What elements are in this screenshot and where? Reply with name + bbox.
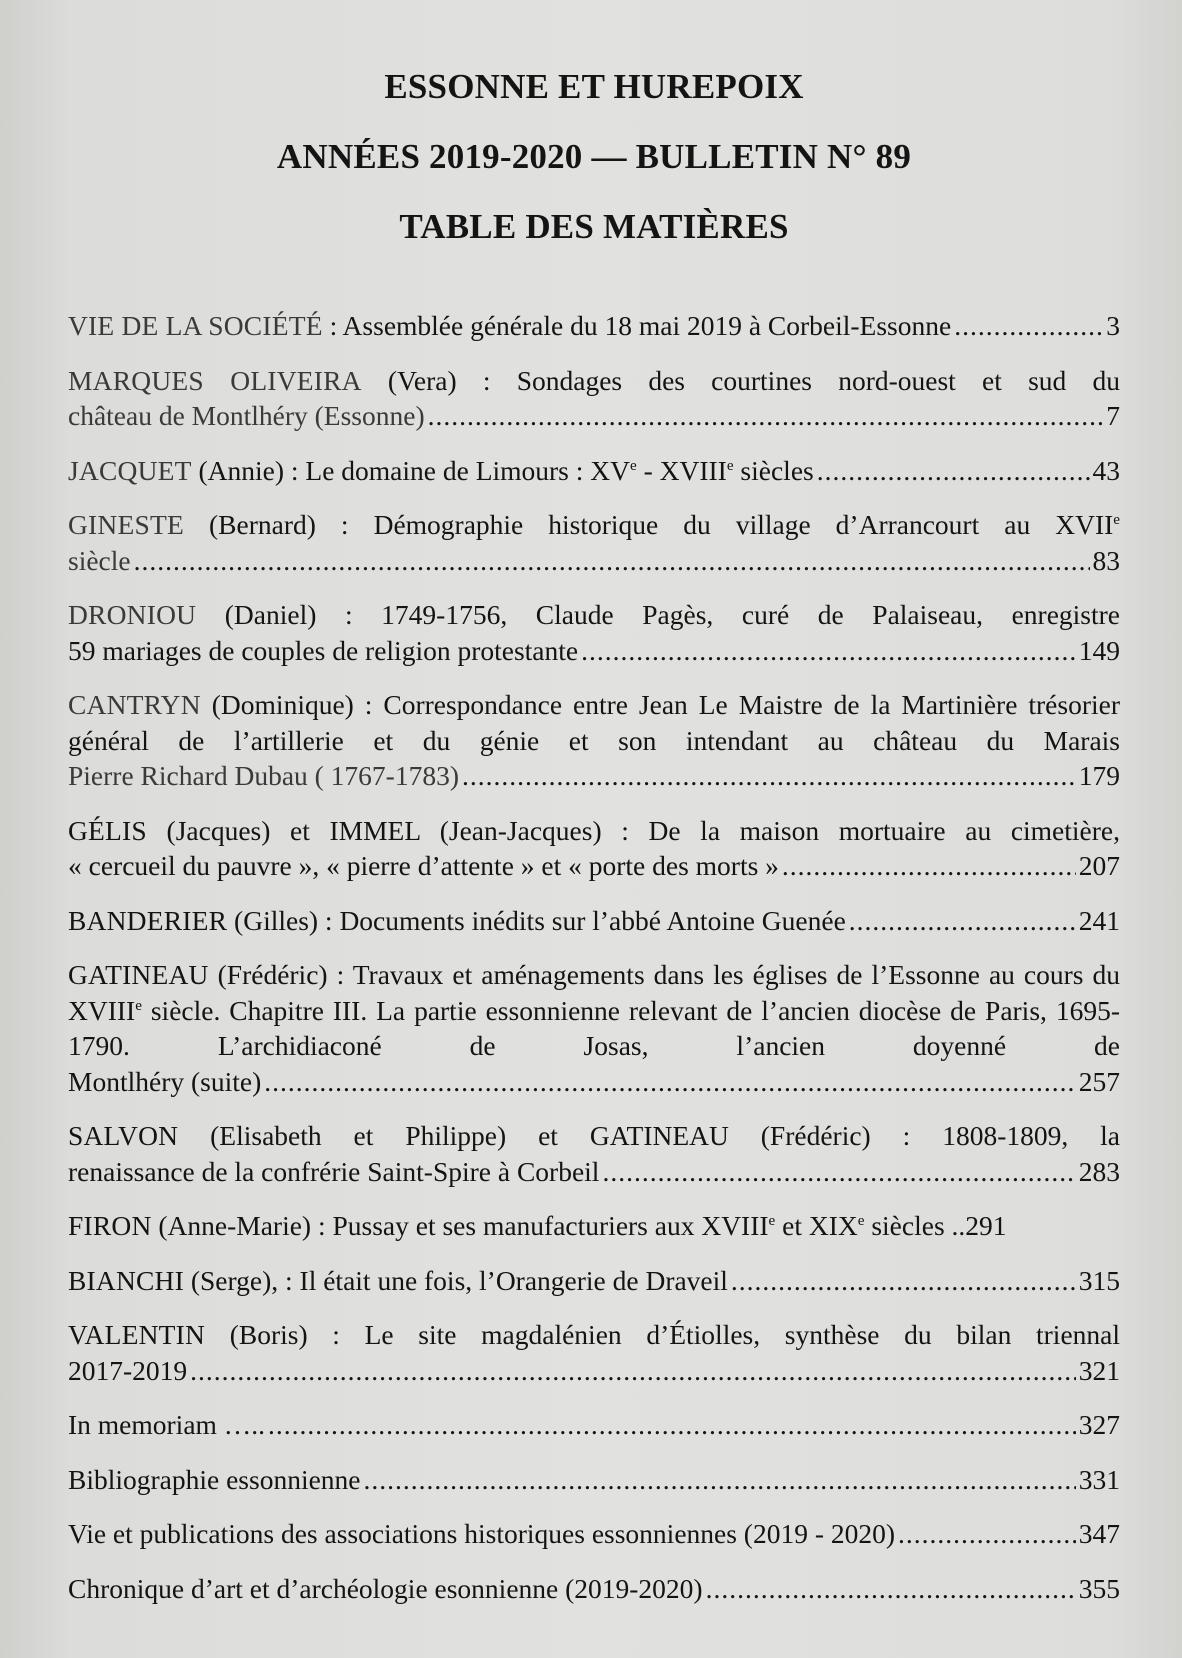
toc-entry-title: (Bernard) : Démographie historique du village d’Arrancourt au XVII <box>183 509 1114 540</box>
toc-entry-title: Vie et publications des associations historiques essonniennes (2019 - 2020) <box>68 1518 896 1549</box>
toc-entry-line <box>68 1571 1120 1607</box>
dot-leader <box>954 308 1103 344</box>
toc-entry-line <box>68 1516 1120 1552</box>
toc-entry-title: (Daniel) : 1749-1756, Claude Pagès, curé de Palaiseau, enregistre <box>196 599 1120 630</box>
toc-title: TABLE DES MATIÈRES <box>399 207 789 246</box>
toc-entry-line <box>68 1353 1120 1389</box>
dot-leader <box>817 453 1090 489</box>
toc-entry <box>68 813 1120 884</box>
toc-entry-title: (Jacques) et IMMEL (Jean-Jacques) : De la maison mortuaire au cimetière, <box>146 814 1120 846</box>
superscript: e <box>857 1212 865 1229</box>
toc-entry-line <box>68 1263 1120 1299</box>
toc-entry-author: BIANCHI <box>68 1264 184 1296</box>
toc-entry <box>68 308 1120 344</box>
toc-entry-author: SALVON <box>68 1120 179 1151</box>
toc-entry <box>68 1263 1120 1299</box>
toc-entry-page: 179 <box>1078 760 1120 791</box>
toc-entry <box>68 1571 1120 1607</box>
toc-entry-page: 241 <box>1078 904 1120 936</box>
toc-entry-author: JACQUET <box>68 454 192 486</box>
volume-title: ANNÉES 2019-2020 — BULLETIN N° 89 <box>276 137 912 176</box>
toc-entry <box>68 1208 1120 1244</box>
toc-entry-title-end: Pierre Richard Dubau ( 1767-1783) <box>68 760 460 791</box>
toc-entry-title-end: 2017-2019 <box>68 1354 188 1386</box>
toc-entry-author: MARQUES OLIVEIRA <box>68 364 362 396</box>
toc-entry-line <box>68 848 1120 884</box>
toc-entry-title: (Frédéric) : Travaux et aménagements dans les églises de l’Essonne au cours du XVIII <box>68 959 1120 1026</box>
toc-entry-page: 327 <box>1078 1409 1120 1440</box>
toc-entry-text <box>68 957 1120 1064</box>
dot-leader <box>428 398 1104 434</box>
toc-entry-title-mid: et XIX <box>775 1210 858 1241</box>
toc-entry-page: 3 <box>1106 310 1120 341</box>
toc-entry-title: (Elisabeth et Philippe) et GATINEAU (Frédéric) : 1808-1809, la <box>178 1120 1120 1151</box>
toc-entry-page: 257 <box>1078 1065 1120 1097</box>
toc-entry-page: 355 <box>1078 1572 1120 1604</box>
dot-leader <box>849 903 1076 939</box>
toc-entry-title: (Serge), : Il était une fois, l’Orangerie de Draveil <box>183 1264 728 1296</box>
toc-entry-line <box>68 1462 1120 1498</box>
toc-entry-title: (Dominique) : Correspondance entre Jean Le Maistre de la Martinière trésorier général de l’artillerie et du génie et son intendant au château du Marais <box>68 689 1120 756</box>
toc-entry-page: 315 <box>1078 1264 1120 1296</box>
toc-entry-title: In memoriam ….. <box>68 1409 266 1440</box>
toc-entry-author: DRONIOU <box>68 599 197 630</box>
toc-entry-text <box>68 363 1120 399</box>
toc-entry-line <box>68 633 1120 669</box>
toc-entry-text <box>68 1118 1120 1154</box>
toc-entry-line <box>68 308 1120 344</box>
superscript: e <box>768 1212 776 1229</box>
toc-entry-author: GATINEAU <box>68 959 209 990</box>
toc-entry-author: CANTRYN <box>68 689 201 720</box>
dot-leader <box>731 1263 1076 1299</box>
toc-entry-title: (Vera) : Sondages des courtines nord-ouest et sud du <box>361 364 1120 396</box>
journal-title: ESSONNE ET HUREPOIX <box>384 67 804 106</box>
toc-entry-page: 149 <box>1078 634 1120 666</box>
toc-entry-text <box>68 308 951 344</box>
toc-entry-author: GINESTE <box>68 509 184 540</box>
toc-entry-title: (Gilles) : Documents inédits sur l’abbé Antoine Guenée <box>227 904 846 936</box>
superscript: e <box>726 457 734 474</box>
toc-entry-line <box>68 543 1120 579</box>
table-of-contents <box>68 308 1120 1606</box>
toc-entry-title-end: château de Montlhéry (Essonne) <box>68 400 425 431</box>
toc-entry-line <box>68 453 1120 489</box>
toc-entry-page: 291 <box>965 1210 1007 1241</box>
toc-entry-line <box>68 758 1120 794</box>
toc-entry-line <box>68 1208 1120 1244</box>
dot-leader <box>264 1064 1076 1100</box>
toc-entry-title-mid: - XVIII <box>636 454 727 486</box>
toc-entry <box>68 957 1120 1099</box>
dot-leader <box>134 543 1090 579</box>
toc-entry <box>68 363 1120 434</box>
dot-leader <box>462 758 1076 794</box>
toc-entry-title: Bibliographie essonnienne <box>68 1463 361 1495</box>
toc-entry-author: GÉLIS <box>68 814 147 846</box>
toc-entry-text <box>68 1208 965 1244</box>
document-header <box>68 52 1120 262</box>
toc-entry <box>68 903 1120 939</box>
toc-entry-text <box>68 507 1120 543</box>
toc-entry <box>68 1516 1120 1552</box>
toc-entry-page: 347 <box>1078 1518 1120 1549</box>
toc-entry-title-end: siècle <box>68 544 131 576</box>
toc-entry <box>68 1118 1120 1189</box>
toc-entry-title: Chronique d’art et d’archéologie esonnienne (2019-2020) <box>68 1572 703 1604</box>
toc-entry-title: (Anne-Marie) : Pussay et ses manufacturiers aux XVIII <box>151 1210 769 1241</box>
toc-entry-title-end: 59 mariages de couples de religion protestante <box>68 634 579 666</box>
toc-entry <box>68 507 1120 578</box>
toc-entry-line <box>68 1407 1120 1443</box>
toc-entry-title-end: Montlhéry (suite) <box>68 1065 262 1097</box>
toc-entry-text <box>68 1263 728 1299</box>
dot-leader <box>581 633 1076 669</box>
toc-entry-title: (Boris) : Le site magdalénien d’Étiolles, synthèse du bilan triennal <box>205 1319 1120 1350</box>
toc-entry-line <box>68 903 1120 939</box>
toc-entry-title: (Annie) : Le domaine de Limours : XV <box>191 454 630 486</box>
toc-entry-title-end: siècles <box>733 454 814 486</box>
toc-entry-title-end: « cercueil du pauvre », « pierre d’attente » et « porte des morts » <box>68 850 779 881</box>
toc-entry-text <box>68 597 1120 633</box>
toc-entry <box>68 1407 1120 1443</box>
dot-leader <box>706 1571 1076 1607</box>
toc-entry-title: : Assemblée générale du 18 mai 2019 à Corbeil-Essonne <box>322 310 952 341</box>
dot-leader <box>782 848 1076 884</box>
toc-entry <box>68 687 1120 794</box>
superscript: e <box>135 997 142 1014</box>
toc-entry-text <box>68 1317 1120 1353</box>
dot-leader <box>190 1353 1076 1389</box>
toc-entry-text <box>68 687 1120 758</box>
toc-entry-author: VIE DE LA SOCIÉTÉ <box>68 310 323 341</box>
toc-entry-page: 321 <box>1078 1354 1120 1386</box>
toc-entry-text <box>68 453 814 489</box>
dot-leader <box>268 1407 1076 1443</box>
toc-entry-title-end: siècles .. <box>864 1210 966 1241</box>
superscript: e <box>630 457 637 474</box>
toc-entry-line <box>68 1064 1120 1100</box>
toc-entry <box>68 453 1120 489</box>
toc-entry-author: FIRON <box>68 1210 152 1241</box>
toc-entry <box>68 597 1120 668</box>
dot-leader <box>364 1462 1076 1498</box>
dot-leader <box>898 1516 1076 1552</box>
toc-entry <box>68 1317 1120 1388</box>
toc-entry-page: 43 <box>1092 454 1120 486</box>
dot-leader <box>602 1154 1075 1190</box>
toc-entry-text <box>68 813 1120 849</box>
toc-entry-line <box>68 398 1120 434</box>
toc-entry-author: VALENTIN <box>68 1319 206 1350</box>
toc-entry-title-cont: siècle. Chapitre III. La partie essonnienne relevant de l’ancien diocèse de Paris, 1695-1790. L’archidiaconé de Josas, l’ancien doyenné de <box>68 994 1120 1061</box>
toc-entry-page: 207 <box>1078 850 1120 881</box>
toc-entry-page: 331 <box>1078 1463 1120 1495</box>
toc-entry-line <box>68 1154 1120 1190</box>
toc-entry-text <box>68 903 846 939</box>
toc-entry-page: 7 <box>1106 400 1120 431</box>
toc-entry-page: 283 <box>1078 1155 1120 1187</box>
toc-entry-page: 83 <box>1092 544 1120 576</box>
toc-entry <box>68 1462 1120 1498</box>
toc-entry-author: BANDERIER <box>68 904 228 936</box>
toc-entry-title-end: renaissance de la confrérie Saint-Spire à Corbeil <box>68 1155 600 1187</box>
superscript: e <box>1113 511 1120 528</box>
